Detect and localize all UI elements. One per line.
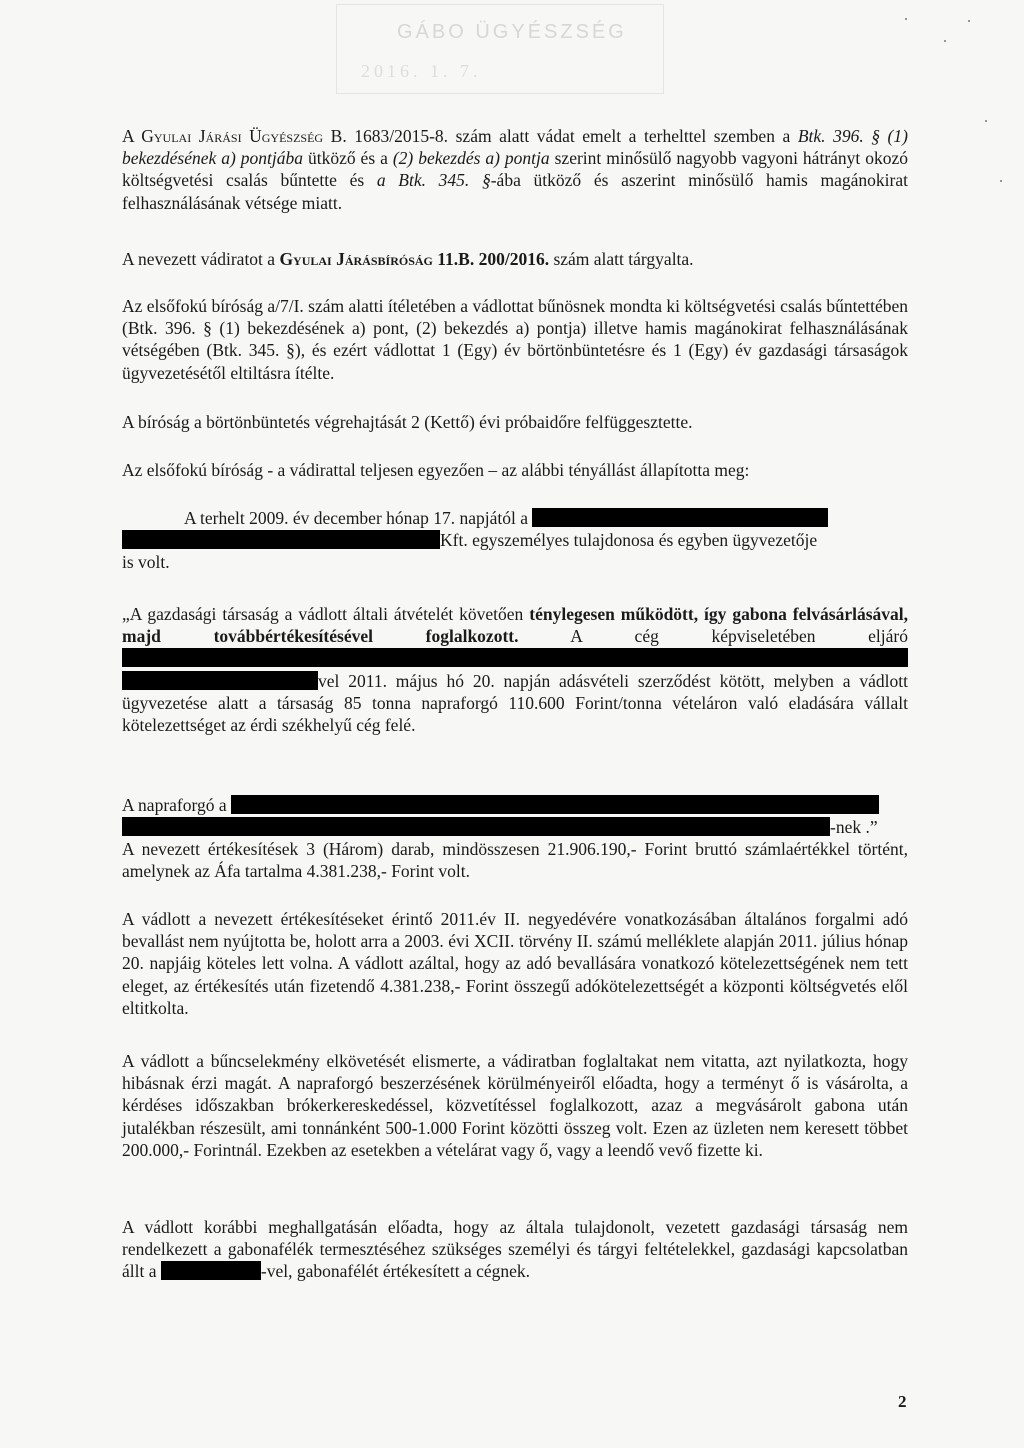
law-reference: a Btk. 345. § <box>376 170 491 191</box>
text-line <box>122 529 908 551</box>
text-span: is volt. <box>122 552 170 573</box>
text-span: szerint minősülő nagyobb vagyoni hátrányt okozó költségvetési csalás bűntette és <box>122 148 909 191</box>
scan-speck <box>985 120 987 122</box>
text-span: -ába ütköző és aszerint minősülő hamis magánokirat felhasználásának vétsége miatt. <box>122 170 908 213</box>
text-span: Kft. egyszemélyes tulajdonosa és egyben ügyvezetője <box>440 530 818 551</box>
faded-stamp <box>336 4 664 94</box>
redacted-block <box>122 648 908 667</box>
scan-speck <box>944 40 946 42</box>
text-span: „A gazdasági társaság a vádlott általi átvételét követően <box>122 604 530 624</box>
paragraph-verdict: Az elsőfokú bíróság a/7/I. szám alatti ítéletében a vádlottat bűnösnek mondta ki költségvetési csalás bűntettében (Btk. 396. § (1) bekezdésének a) pont, (2) bekezdés a) pontja) illetve hamis magánokirat felhasználásának vétségében (Btk. 345. §), és ezért vádlottat 1 (Egy) év börtönbüntetésre és 1 (Egy) év gazdasági társaságok ügyvezetésétől eltiltásra ítélte. <box>122 296 908 383</box>
law-reference: Btk. 396. § (1) bekezdésének a) pontjába <box>122 126 908 169</box>
text-line <box>122 670 908 737</box>
redacted-block <box>161 1261 261 1280</box>
paragraph-indictment <box>122 125 908 214</box>
redacted-block <box>122 671 318 690</box>
redacted-block <box>231 795 879 814</box>
paragraph-sales: A nevezett értékesítések 3 (Három) darab, mindösszesen 21.906.190,- Forint bruttó számlaértékkel történt, amelynek az Áfa tartalma 4.381.238,- Forint volt. <box>122 839 908 882</box>
bold-text: ténylegesen működött, így gabona felvásárlásával, majd továbbértékesítésével foglalkozott. <box>122 604 908 647</box>
paragraph-earlier-hearing <box>122 1216 908 1283</box>
text-span: A vádlott korábbi meghallgatásán előadta, hogy az általa tulajdonolt, vezetett gazdasági társaság nem rendelkezett a gabonafélék termesztéséhez szükséges személyi és tárgyi feltételekkel, gazdasági kapcsolatban állt a <box>122 1217 908 1282</box>
text-span: A <box>122 126 142 146</box>
paragraph-company-activity <box>122 603 908 736</box>
text-line <box>122 507 908 529</box>
text-span: szám alatt tárgyalta. <box>549 249 694 269</box>
text-line <box>122 603 908 647</box>
court-name: Gyulai Járásbíróság <box>279 249 433 269</box>
text-line <box>122 647 908 669</box>
redacted-block <box>122 530 440 549</box>
prosecutor-office: Gyulai Járási Ügyészség <box>141 126 324 146</box>
text-span: -vel, gabonafélét értékesített a cégnek. <box>260 1261 531 1282</box>
paragraph-admission: A vádlott a bűncselekmény elkövetését elismerte, a vádiratban foglaltakat nem vitatta, azt nyilatkozta, hogy hibásnak érzi magát. A napraforgó beszerzésének körülményeiről előadta, hogy a terményt ő is vásárolta, a kérdéses időszakban brókerkereskedéssel, közvetítéssel foglalkozott, azaz a megvásárolt gabona után jutalékban részesült, ami tonnánként 500-1.000 Forint közötti összeg volt. Ezen az üzleten nem keresett többet 200.000,- Forintnál. Ezekben az esetekben a vételárat vagy ő, vagy a leendő vevő fizette ki. <box>122 1051 908 1160</box>
page-number: 2 <box>898 1392 907 1411</box>
text-span: A terhelt 2009. év december hónap 17. napjától a <box>184 508 529 528</box>
text-span: A napraforgó a <box>122 795 227 815</box>
scan-speck <box>905 18 907 20</box>
text-span: A nevezett vádiratot a <box>122 249 280 269</box>
stamp-line-2: 2016. 1. 7. <box>361 61 482 81</box>
scan-speck <box>1000 180 1002 182</box>
redacted-block <box>532 508 828 527</box>
law-reference: (2) bekezdés a) pontja <box>392 148 550 169</box>
paragraph-court <box>122 248 908 270</box>
paragraph-facts-intro: Az elsőfokú bíróság - a vádirattal teljesen egyezően – az alábbi tényállást állapította meg: <box>122 460 750 480</box>
text-line <box>122 551 908 573</box>
redacted-block <box>122 817 830 836</box>
text-span: B. 1683/2015-8. szám alatt vádat emelt a terhelttel szemben a <box>323 126 798 146</box>
text-span: vel 2011. május hó 20. napján adásvételi szerződést kötött, melyben a vádlott ügyvezetése alatt a társaság 85 tonna napraforgó 110.600 Forint/tonna vételáron való eladására vállalt kötelezettséget az érdi székhelyű cég felé. <box>122 670 908 736</box>
case-number: 11.B. 200/2016. <box>432 249 550 269</box>
stamp-line-1: GÁBO ÜGYÉSZSÉG <box>397 21 627 43</box>
text-line <box>122 816 908 838</box>
text-line <box>122 794 908 816</box>
text-span: ütköző és a <box>302 148 393 169</box>
paragraph-defendant-role <box>122 507 908 574</box>
paragraph-probation: A bíróság a börtönbüntetés végrehajtását 2 (Kettő) évi próbaidőre felfüggesztette. <box>122 412 693 432</box>
text-span: -nek .” <box>830 817 878 838</box>
text-span: A cég képviseletében eljáró <box>518 626 909 647</box>
paragraph-tax-return: A vádlott a nevezett értékesítéseket érintő 2011.év II. negyedévére vonatkozásában általános forgalmi adó bevallást nem nyújtotta be, holott arra a 2003. évi XCII. törvény II. számú melléklete alapján 2011. július hónap 20. napjáig köteles lett volna. A vádlott azáltal, hogy az adó bevallására vonatkozó kötelezettségének nem tett eleget, az értékesítés után fizetendő 4.381.238,- Forint összegű adókötelezettségét a központi költségvetés elől eltitkolta. <box>122 909 908 1018</box>
scan-speck <box>968 20 970 22</box>
paragraph-sunflower <box>122 794 908 838</box>
